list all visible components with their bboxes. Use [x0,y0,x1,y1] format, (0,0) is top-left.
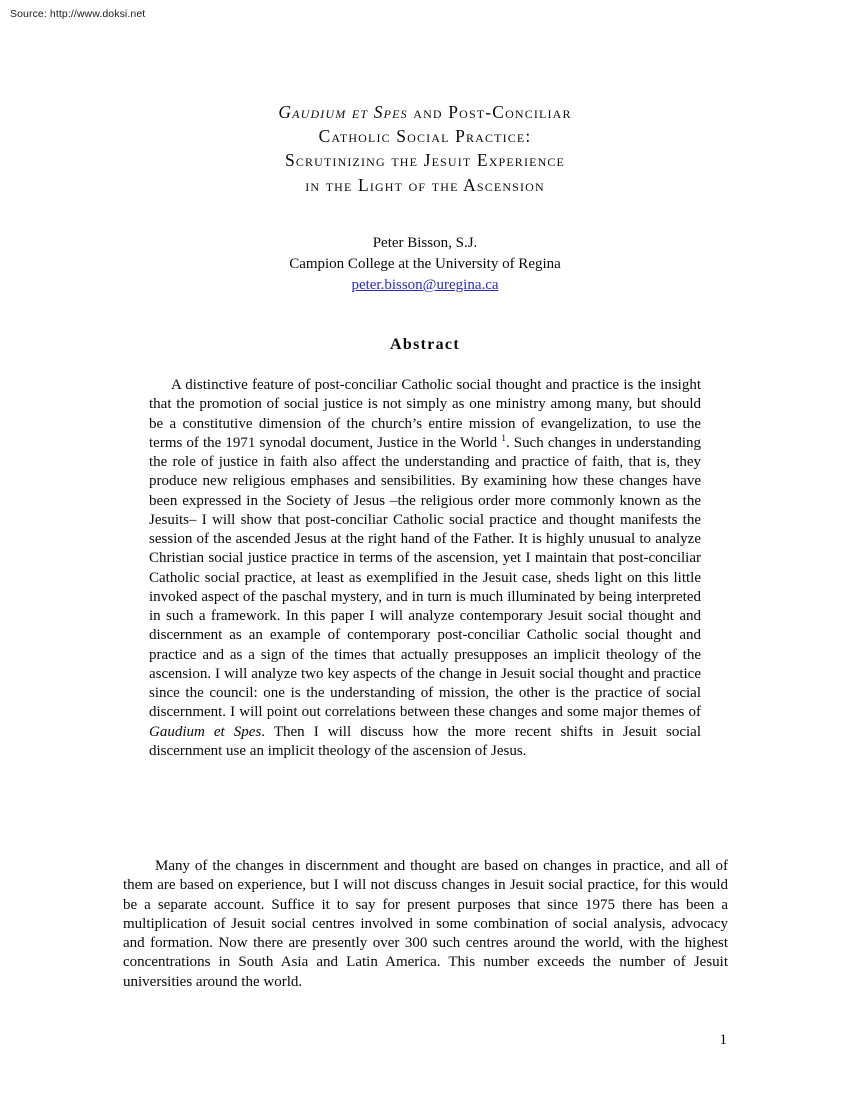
title-line-4: in the Light of the Ascension [305,174,545,195]
title-line-3: Scrutinizing the Jesuit Experience [284,150,566,171]
abstract-text-part-3: . Then I will discuss how the more recent shifts in Jesuit social discernment use an implicit theology of the ascension of Jesus. [149,723,701,759]
abstract-text-part-2: . Such changes in understanding the role of justice in faith also affect the understanding and practice of faith, that is, they produce new religious emphases and sensibilities. By examining how these changes have been expressed in the Society of Jesus –the religious order more commonly known as the Jesuits– I will show that post-conciliar Catholic social practice and thought manifests the session of the ascended Jesus at the right hand of the Father. It is highly unusual to analyze Christian social justice practice in terms of the ascension, yet I maintain that post-conciliar Catholic social practice, at least as exemplified in the Jesuit case, sheds light on this little invoked aspect of the paschal mystery, and in turn is much illuminated by being interpreted in such a framework. In this paper I will analyze contemporary Jesuit social thought and discernment as an example of contemporary post-conciliar Catholic social thought and practice and as a sign of the times that actually presupposes an implicit theology of the ascension. I will analyze two key aspects of the change in Jesuit social thought and practice since the council: one is the understanding of mission, the other is the practice of social discernment. I will point out correlations between these changes and some major themes of [149,434,701,721]
abstract-body [149,376,701,761]
footnote-reference-1[interactable]: 1 [501,433,506,444]
title-line-1 [125,100,725,124]
author-name: Peter Bisson, S.J. [372,235,478,251]
page-number: 1 [719,1032,727,1048]
closing-paragraph-text: Many of the changes in discernment and thought are based on changes in practice, and all of them are based on experience, but I will not discuss changes in Jesuit social practice, for this would be a separate account. Suffice it to say for present purposes that since 1975 there has been a multiplication of Jesuit social centres involved in some combination of social analysis, advocacy and formation. Now there are presently over 300 such centres around the world, with the highest concentrations in South Asia and Latin America. This number exceeds the number of Jesuit universities around the world. [123,858,728,990]
abstract-text-part-1: A distinctive feature of post-conciliar Catholic social thought and practice is the insight that the promotion of social justice is not simply as one ministry among many, but should be a constitutive dimension of the church’s entire mission of evangelization, to use the terms of the 1971 synodal document, Justice in the World [149,377,701,451]
paper-title [125,100,725,197]
author-email-link[interactable]: peter.bisson@uregina.ca [351,277,499,293]
closing-paragraph [123,857,728,992]
abstract-heading: Abstract [390,336,460,353]
author-block [125,233,725,296]
title-work-name: Gaudium et Spes [278,102,408,122]
title-line-2: Catholic Social Practice: [318,126,532,147]
author-affiliation: Campion College at the University of Regina [289,256,561,272]
source-watermark: Source: http://www.doksi.net [10,8,146,20]
abstract-paragraph [149,376,701,761]
abstract-cited-work: Gaudium et Spes [149,723,262,740]
title-line-1-rest: and Post-Conciliar [407,102,572,122]
